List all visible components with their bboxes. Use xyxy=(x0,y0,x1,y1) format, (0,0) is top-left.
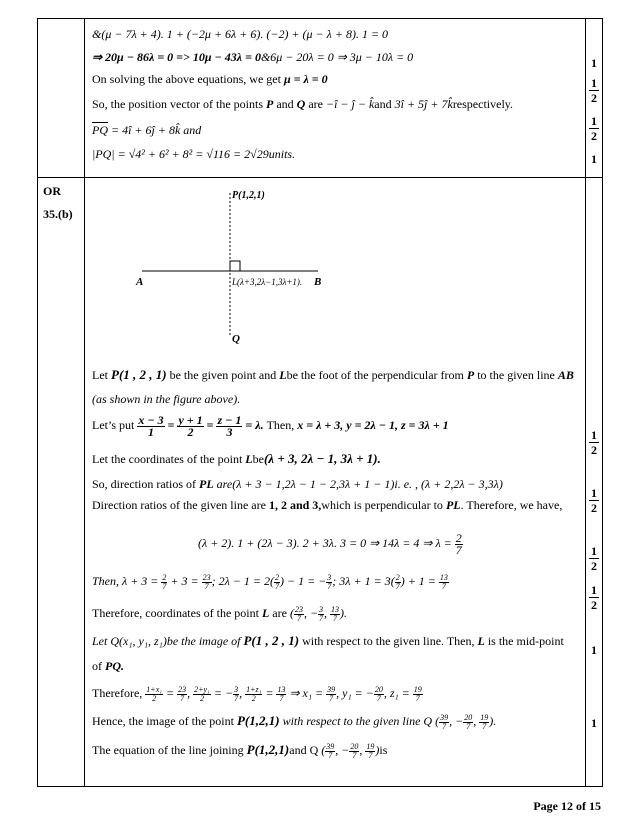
magnitude-pq-line: |PQ| = √4² + 6² + 8² = √116 = 2√29units. xyxy=(92,147,296,161)
lambda-substitution-line: Then, λ + 3 = $\frac{2}{7}$ + 3 = $\frac{23}{7}$ ; 2λ − 1 = 2( $\frac{2}{7}$ ) − 1 = − $\frac{3}{7}$ ; 3λ + 1 = 3( $\frac{2}{7}$ ) + 1 = $\frac{13}{7}$ xyxy=(92,572,448,591)
or-label: OR xyxy=(43,184,61,198)
mark-2: 1 xyxy=(591,152,597,166)
of-pq-line: of PQ. xyxy=(92,659,124,673)
perpendicular-diagram xyxy=(130,185,350,350)
as-shown-line: (as shown in the figure above). xyxy=(92,392,241,406)
image-q-line: Let Q(x₁, y₁, z₁)be the image of P(1 , 2 , 1) with respect to the given line. Then, L is the mid-point xyxy=(92,633,564,648)
equation-line-1: &(μ − 7λ + 4). 1 + (−2μ + 6λ + 6). (−2) + (μ − λ + 8). 1 = 0 xyxy=(92,27,389,41)
mark-half-4: 1 2 xyxy=(591,486,597,515)
column-divider-right xyxy=(585,18,586,787)
point-p-label: P(1,2,1) xyxy=(232,190,265,201)
mark-3: 1 xyxy=(591,643,597,657)
direction-ratios-pl-line: So, direction ratios of PL are(λ + 3 − 1,2λ − 1 − 2,3λ + 1 − 1)i. e. , (λ + 2,2λ − 3,3λ) xyxy=(92,477,503,491)
point-a-label: A xyxy=(136,276,144,288)
row-divider xyxy=(37,177,603,178)
page-number: Page 12 of 15 xyxy=(533,799,601,813)
equation-line-2: ⇒ 20μ − 86λ = 0 => 10μ − 43λ = 0&6μ − 20λ = 0 ⇒ 3μ − 10λ = 0 xyxy=(92,50,414,64)
solving-line: On solving the above equations, we get μ = λ = 0 xyxy=(92,72,328,86)
direction-ratios-line: Direction ratios of the given line are 1, 2 and 3,which is perpendicular to PL. Therefore, we have, xyxy=(92,498,563,512)
question-number: 35.(b) xyxy=(43,207,73,221)
point-l-label: L(λ+3,2λ−1,3λ+1). xyxy=(232,277,303,287)
mark-half-2: 1 2 xyxy=(591,114,597,143)
point-b-label: B xyxy=(314,276,322,288)
mark-half-6: 1 2 xyxy=(591,583,597,612)
point-q-label: Q xyxy=(232,333,240,345)
image-result-line: Hence, the image of the point P(1,2,1) with respect to the given line Q ( $\frac{39}{7}$ , − $\frac{20}{7}$ , $\frac{19}{7}$ ). xyxy=(92,712,497,731)
line-equation-line: The equation of the line joining P(1,2,1)and Q ( $\frac{39}{7}$ , − $\frac{20}{7}$ , $\frac{19}{7}$ )is xyxy=(92,741,388,760)
mark-half-3: 1 2 xyxy=(591,428,597,457)
midpoint-equations: Therefore, $\frac{\text{1+x₁}}{2}$ = $\frac{23}{7}$ , $\frac{\text{2+y₁}}{2}$ = − $\frac{3}{7}$ , $\frac{\text{1+z₁}}{2}$ = $\frac{13}{7}$ ⇒ x₁ = $\frac{39}{7}$ , y₁ = − $\frac{20}{7}$ , z₁ = $\frac{19}{7}$ xyxy=(92,684,422,703)
coordinates-l-line: Let the coordinates of the point Lbe(λ + 3, 2λ − 1, 3λ + 1). xyxy=(92,451,381,466)
column-divider-left xyxy=(84,18,85,787)
mark-half-5: 1 2 xyxy=(591,544,597,573)
mark-1: 1 xyxy=(591,56,597,70)
mark-4: 1 xyxy=(591,716,597,730)
right-angle-marker xyxy=(230,261,240,271)
lets-put-line: Let’s put $\frac{x - 3}{1}$ = $\frac{y + 1}{2}$ = $\frac{z - 1}{3}$ = λ. Then, x = λ + 3, y = 2λ − 1, z = 3λ + 1 xyxy=(92,412,449,439)
mark-half-1: 1 2 xyxy=(591,76,597,105)
position-vector-line: So, the position vector of the points P and Q are −î − ĵ − k̂and 3î + 5ĵ + 7k̂respectively. xyxy=(92,97,514,111)
vector-pq-line: $\overline{PQ}$ = 4î + 6ĵ + 8k̂ and xyxy=(92,123,202,137)
coordinates-l-result: Therefore, coordinates of the point L are ( $\frac{23}{7}$ , − $\frac{3}{7}$ , $\frac{13}{7}$ ). xyxy=(92,604,348,623)
let-p-line: Let P(1 , 2 , 1) be the given point and Lbe the foot of the perpendicular from P to the given line AB xyxy=(92,367,574,382)
lambda-equation: (λ + 2). 1 + (2λ − 3). 2 + 3λ. 3 = 0 ⇒ 14λ = 4 ⇒ λ = $\frac{2}{7}$ xyxy=(198,530,462,557)
